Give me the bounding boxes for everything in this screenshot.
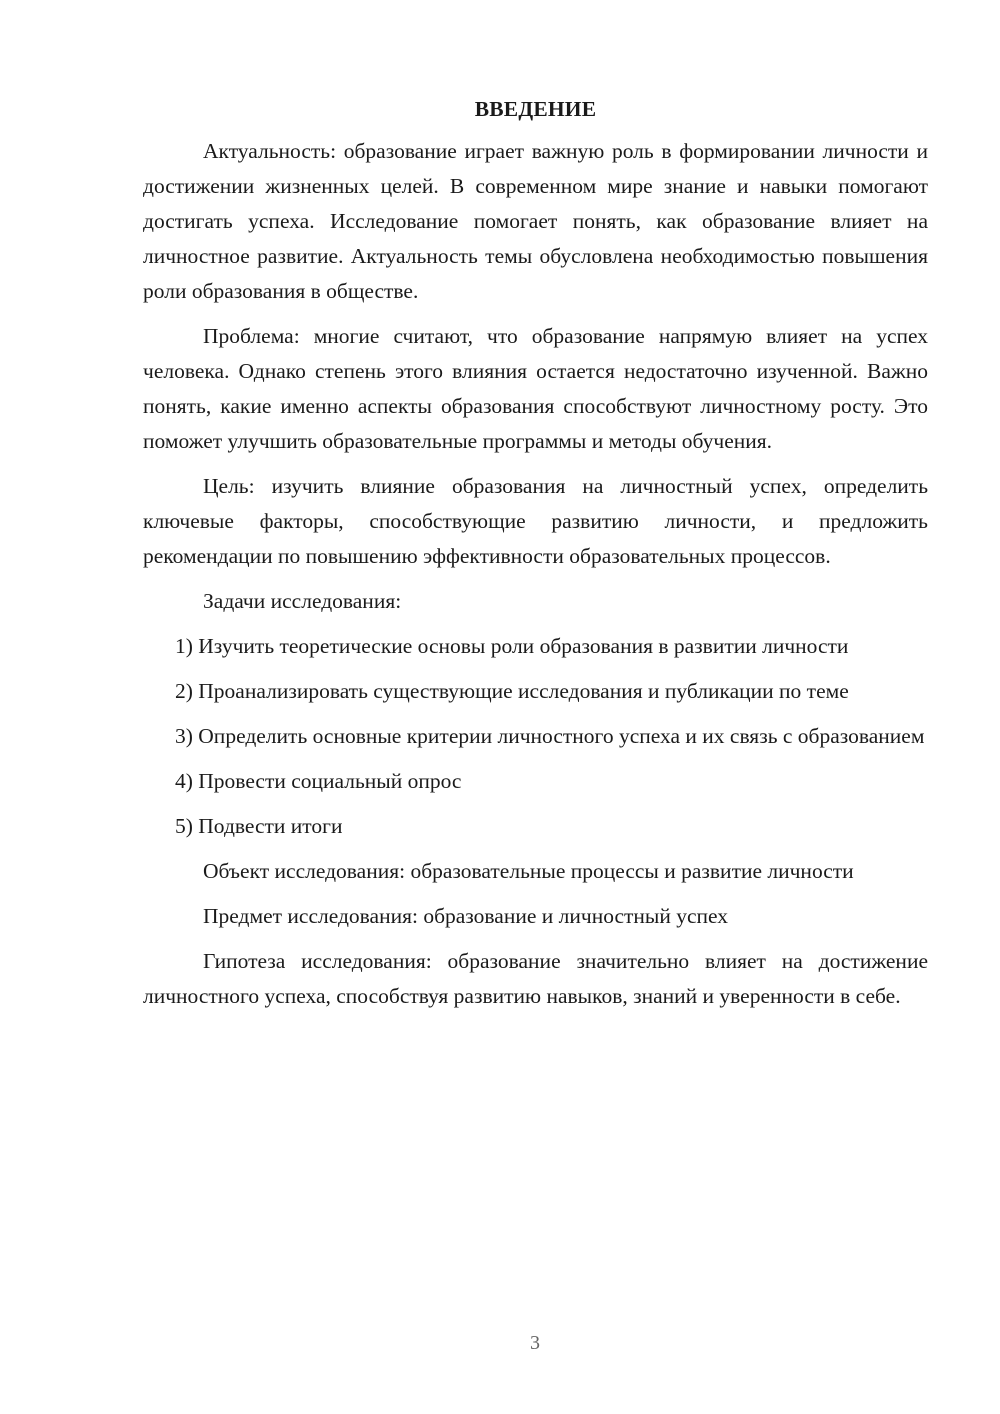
list-item: 5) Подвести итоги — [175, 814, 343, 838]
list-item: 2) Проанализировать существующие исследования и публикации по теме — [175, 679, 849, 703]
list-item: 4) Провести социальный опрос — [175, 769, 462, 793]
hypothesis-paragraph: Гипотеза исследования: образование значительно влияет на достижение личностного успеха, способствуя развитию навыков, знаний и уверенности в себе. — [143, 949, 928, 1008]
tasks-heading: Задачи исследования: — [203, 589, 402, 613]
list-item: 1) Изучить теоретические основы роли образования в развитии личности — [175, 634, 849, 658]
problem-paragraph: Проблема: многие считают, что образование напрямую влияет на успех человека. Однако степень этого влияния остается недостаточно изученной. Важно понять, какие именно аспекты образования способствуют личностному росту. Это поможет улучшить образовательные программы и методы обучения. — [143, 324, 928, 453]
list-item: 3) Определить основные критерии личностного успеха и их связь с образованием — [175, 724, 925, 748]
tasks-list — [143, 629, 928, 844]
page-number: 3 — [530, 1332, 540, 1354]
object-paragraph: Объект исследования: образовательные процессы и развитие личности — [203, 859, 854, 883]
section-title: ВВЕДЕНИЕ — [474, 97, 597, 121]
relevance-paragraph: Актуальность: образование играет важную роль в формировании личности и достижении жизненных целей. В современном мире знание и навыки помогают достигать успеха. Исследование помогает понять, как образование влияет на личностное развитие. Актуальность темы обусловлена необходимостью повышения роли образования в обществе. — [143, 139, 928, 303]
goal-paragraph: Цель: изучить влияние образования на личностный успех, определить ключевые факторы, способствующие развитию личности, и предложить рекомендации по повышению эффективности образовательных процессов. — [143, 474, 928, 568]
document-page — [143, 92, 928, 1024]
subject-paragraph: Предмет исследования: образование и личностный успех — [203, 904, 729, 928]
